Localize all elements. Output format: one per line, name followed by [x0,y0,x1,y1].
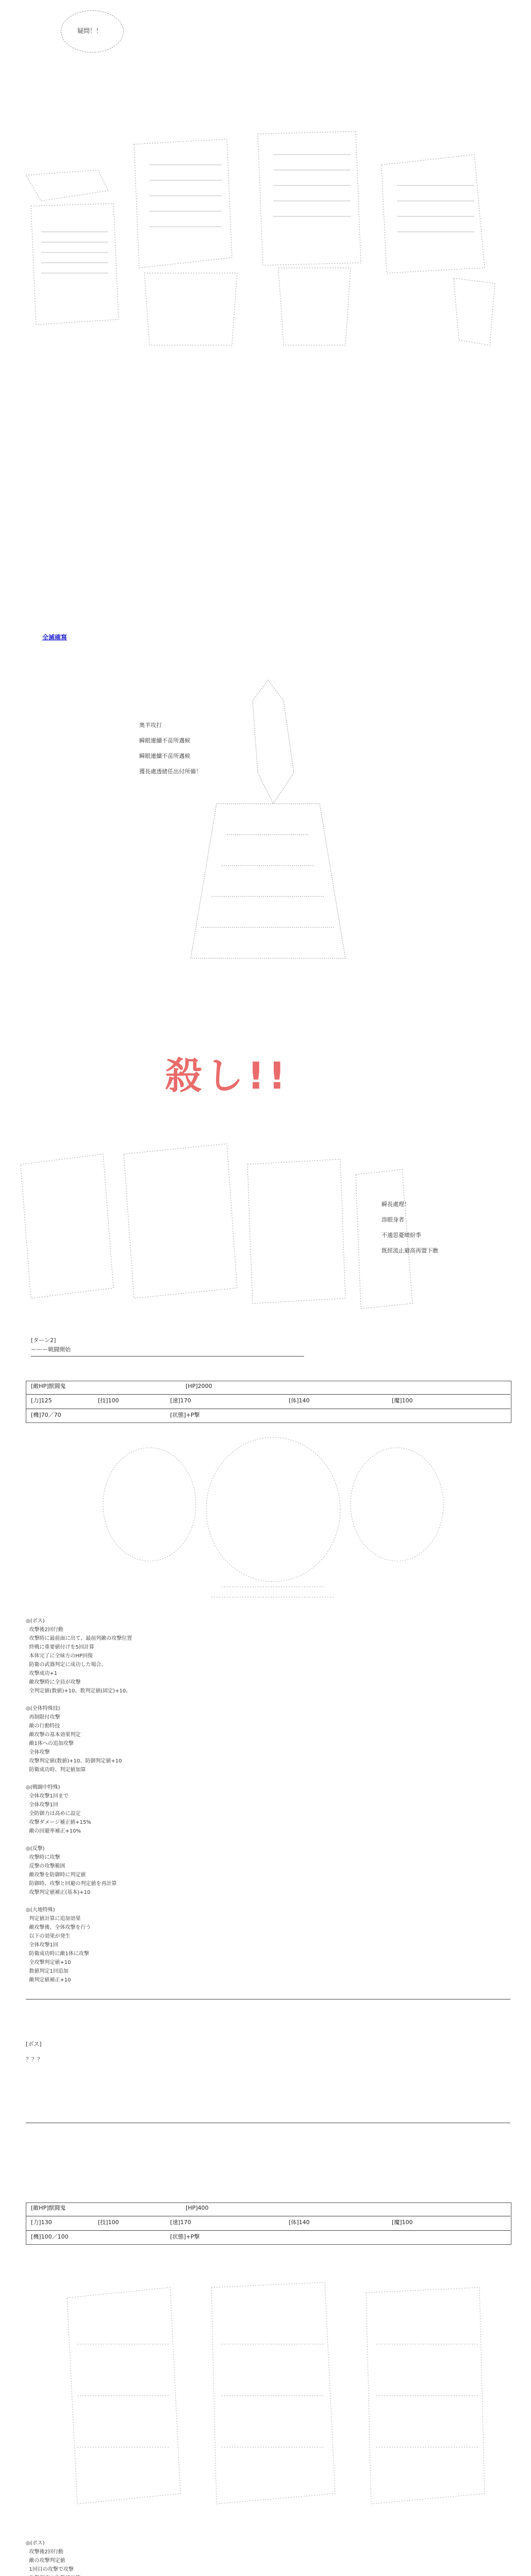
character-ascii-art-1 [139,670,397,979]
battle1-stat-4: [体]140 [289,1397,310,1404]
battle2-stat-7: [状態]+P撃 [170,2233,200,2240]
battle2-effect-line: 1回目の攻撃で攻撃 [26,2567,74,2572]
battle1-effect-line: 敵の回避率補正+10% [26,1828,81,1834]
battle2-stat-3: [速]170 [170,2219,191,2226]
battle1-effect-line: 攻撃判定値(数値)+10、防御判定値+10 [26,1758,122,1764]
battle1-effect-line: 攻撃時に攻撃 [26,1855,60,1860]
battle1-effect-line: 全判定値(数値)+10、数判定値(固定)+10。 [26,1688,131,1694]
battle1-effect-line: 防衛成功時に敵1体に攻撃 [26,1951,89,1957]
battle1-enemy-hp: [HP]2000 [186,1383,212,1389]
battle2-effect-line: ◎(ボス) [26,2540,45,2546]
battle1-stat-3: [速]170 [170,1397,191,1404]
battle2-effect-line: 攻撃後2回行動 [26,2549,63,2555]
battle1-effect-line: 敵攻撃の基本効果判定 [26,1732,81,1738]
battle1-effect-line: 敵攻撃後、全体攻撃を行う [26,1925,91,1930]
battle1-round-sub: ーーー戦闘開始 [31,1346,71,1353]
battle1-effect-line: 攻撃ダメージ補正値+15% [26,1820,91,1825]
battle1-end-label: [ボス] [26,2041,42,2047]
battle1-stat-1: [力]125 [31,1397,52,1404]
battle1-effect-line: 全攻撃判定値+10 [26,1960,71,1965]
battle1-effect-line: ◎(戦闘中特殊) [26,1785,60,1790]
scene1-line-2: 瞬眼連續不苗所邁候 [139,737,190,744]
battle1-effect-line: ◎(ボス) [26,1618,45,1624]
battle1-divider [31,1356,304,1357]
battle1-effect-line: 終戦に重要値付けを5回計算 [26,1645,94,1650]
scene1-line-1: 奥羊攻打 [139,722,162,728]
battle1-effect-line: 反撃の攻撃範囲 [26,1863,65,1869]
battle1-effect-line: 攻撃後2回行動 [26,1627,63,1633]
battle1-effect-line: 全防御力は高めに設定 [26,1811,81,1817]
battle1-effect-line: 防御時、攻撃と回避の判定値を再計算 [26,1881,117,1887]
battle1-effect-line: 防衛成功時、判定値加算 [26,1767,86,1773]
battle1-effect-line: 以下の効果が発生 [26,1934,71,1939]
battle1-stat-7: [状態]+P撃 [170,1412,200,1418]
battle1-stat-5: [魔]100 [392,1397,413,1404]
scene1-line-4: 獲長處透緒任出付所備！ [139,768,202,775]
battle1-effect-line: 敵攻撃時に全員が攻撃 [26,1680,81,1685]
battle1-effect-line: 攻撃判定値補正(基本)+10 [26,1890,91,1895]
battle1-effect-line: 全体攻撃1回まで [26,1793,69,1799]
battle2-enemy-hp: [HP]400 [186,2205,209,2211]
monster-ascii-art-1 [88,1432,459,1607]
battle1-effect-line: 全体攻撃1回 [26,1802,58,1808]
battle1-effect-line: 全体攻撃1回 [26,1942,58,1948]
battle1-effect-line: 本体完了に全味方のHP回復 [26,1653,93,1659]
battle1-effect-line: 敵判定値補正+10 [26,1977,71,1983]
battle1-effect-line: 敵攻撃を防御時に判定値 [26,1872,86,1878]
scene2-line-1: 瞬長處理！ [381,1201,410,1208]
battle1-effect-line: 全体攻撃 [26,1750,50,1755]
battle1-effect-line: 数値判定1回追加 [26,1969,69,1974]
battle1-stat-6: [機]70／70 [31,1412,61,1418]
battle1-enemy-name: [敵HP]獣闘鬼 [31,1383,66,1389]
scene1-line-3: 瞬眼連續不苗所邁候 [139,753,190,759]
battle1-row-divider-1 [26,1394,510,1395]
shout-text: 殺し!! [165,1054,290,1097]
battle1-effect-line: 敵の行動特技 [26,1723,60,1729]
battle2-stat-4: [体]140 [289,2219,310,2226]
battle1-effect-line: 再制限付攻撃 [26,1715,60,1720]
character-ascii-art-2 [10,1133,516,1329]
monster-ascii-art-2 [46,2267,500,2524]
battle1-effect-line: 攻撃時に最前面に出て、最前列敵の攻撃位置 [26,1636,132,1641]
title-ascii-art [10,103,526,350]
battle1-round-label: [ターン2] [31,1337,56,1344]
back-link[interactable]: 全滅確寫 [42,634,68,641]
bubble-text: 疑問！！ [77,27,103,35]
scene2-line-2: 溶眼身者 [381,1216,404,1223]
battle1-effect-line: 敵1体への追加攻撃 [26,1741,74,1747]
battle2-effect-line: 敵の攻撃判定値 [26,2558,65,2564]
battle1-effect-line: ◎(全体特殊技) [26,1706,60,1711]
battle2-stat-5: [魔]100 [392,2219,413,2226]
battle2-enemy-name: [敵HP]獣闘鬼 [31,2205,66,2211]
scene2-line-4: 既經流止避高再盟下瞧 [381,1247,438,1254]
battle1-effect-line: ◎(反撃) [26,1846,45,1852]
battle1-effect-line: ◎(大地特殊) [26,1907,55,1913]
battle2-stat-2: [技]100 [98,2219,119,2226]
battle1-effect-line: 攻撃成功+1 [26,1671,58,1676]
scene2-line-3: 不適思憂晴紛季 [381,1232,421,1239]
battle1-effect-line: 防衛の武器判定に成功した場合、 [26,1662,107,1668]
battle1-effect-line: 判定値計算に追加効果 [26,1916,81,1922]
battle2-row-divider-2 [26,2230,510,2231]
battle2-stat-1: [力]130 [31,2219,52,2226]
battle2-stat-6: [機]100／100 [31,2233,69,2240]
battle1-end-sub: ？？？ [26,2056,43,2063]
battle1-stat-2: [技]100 [98,1397,119,1404]
